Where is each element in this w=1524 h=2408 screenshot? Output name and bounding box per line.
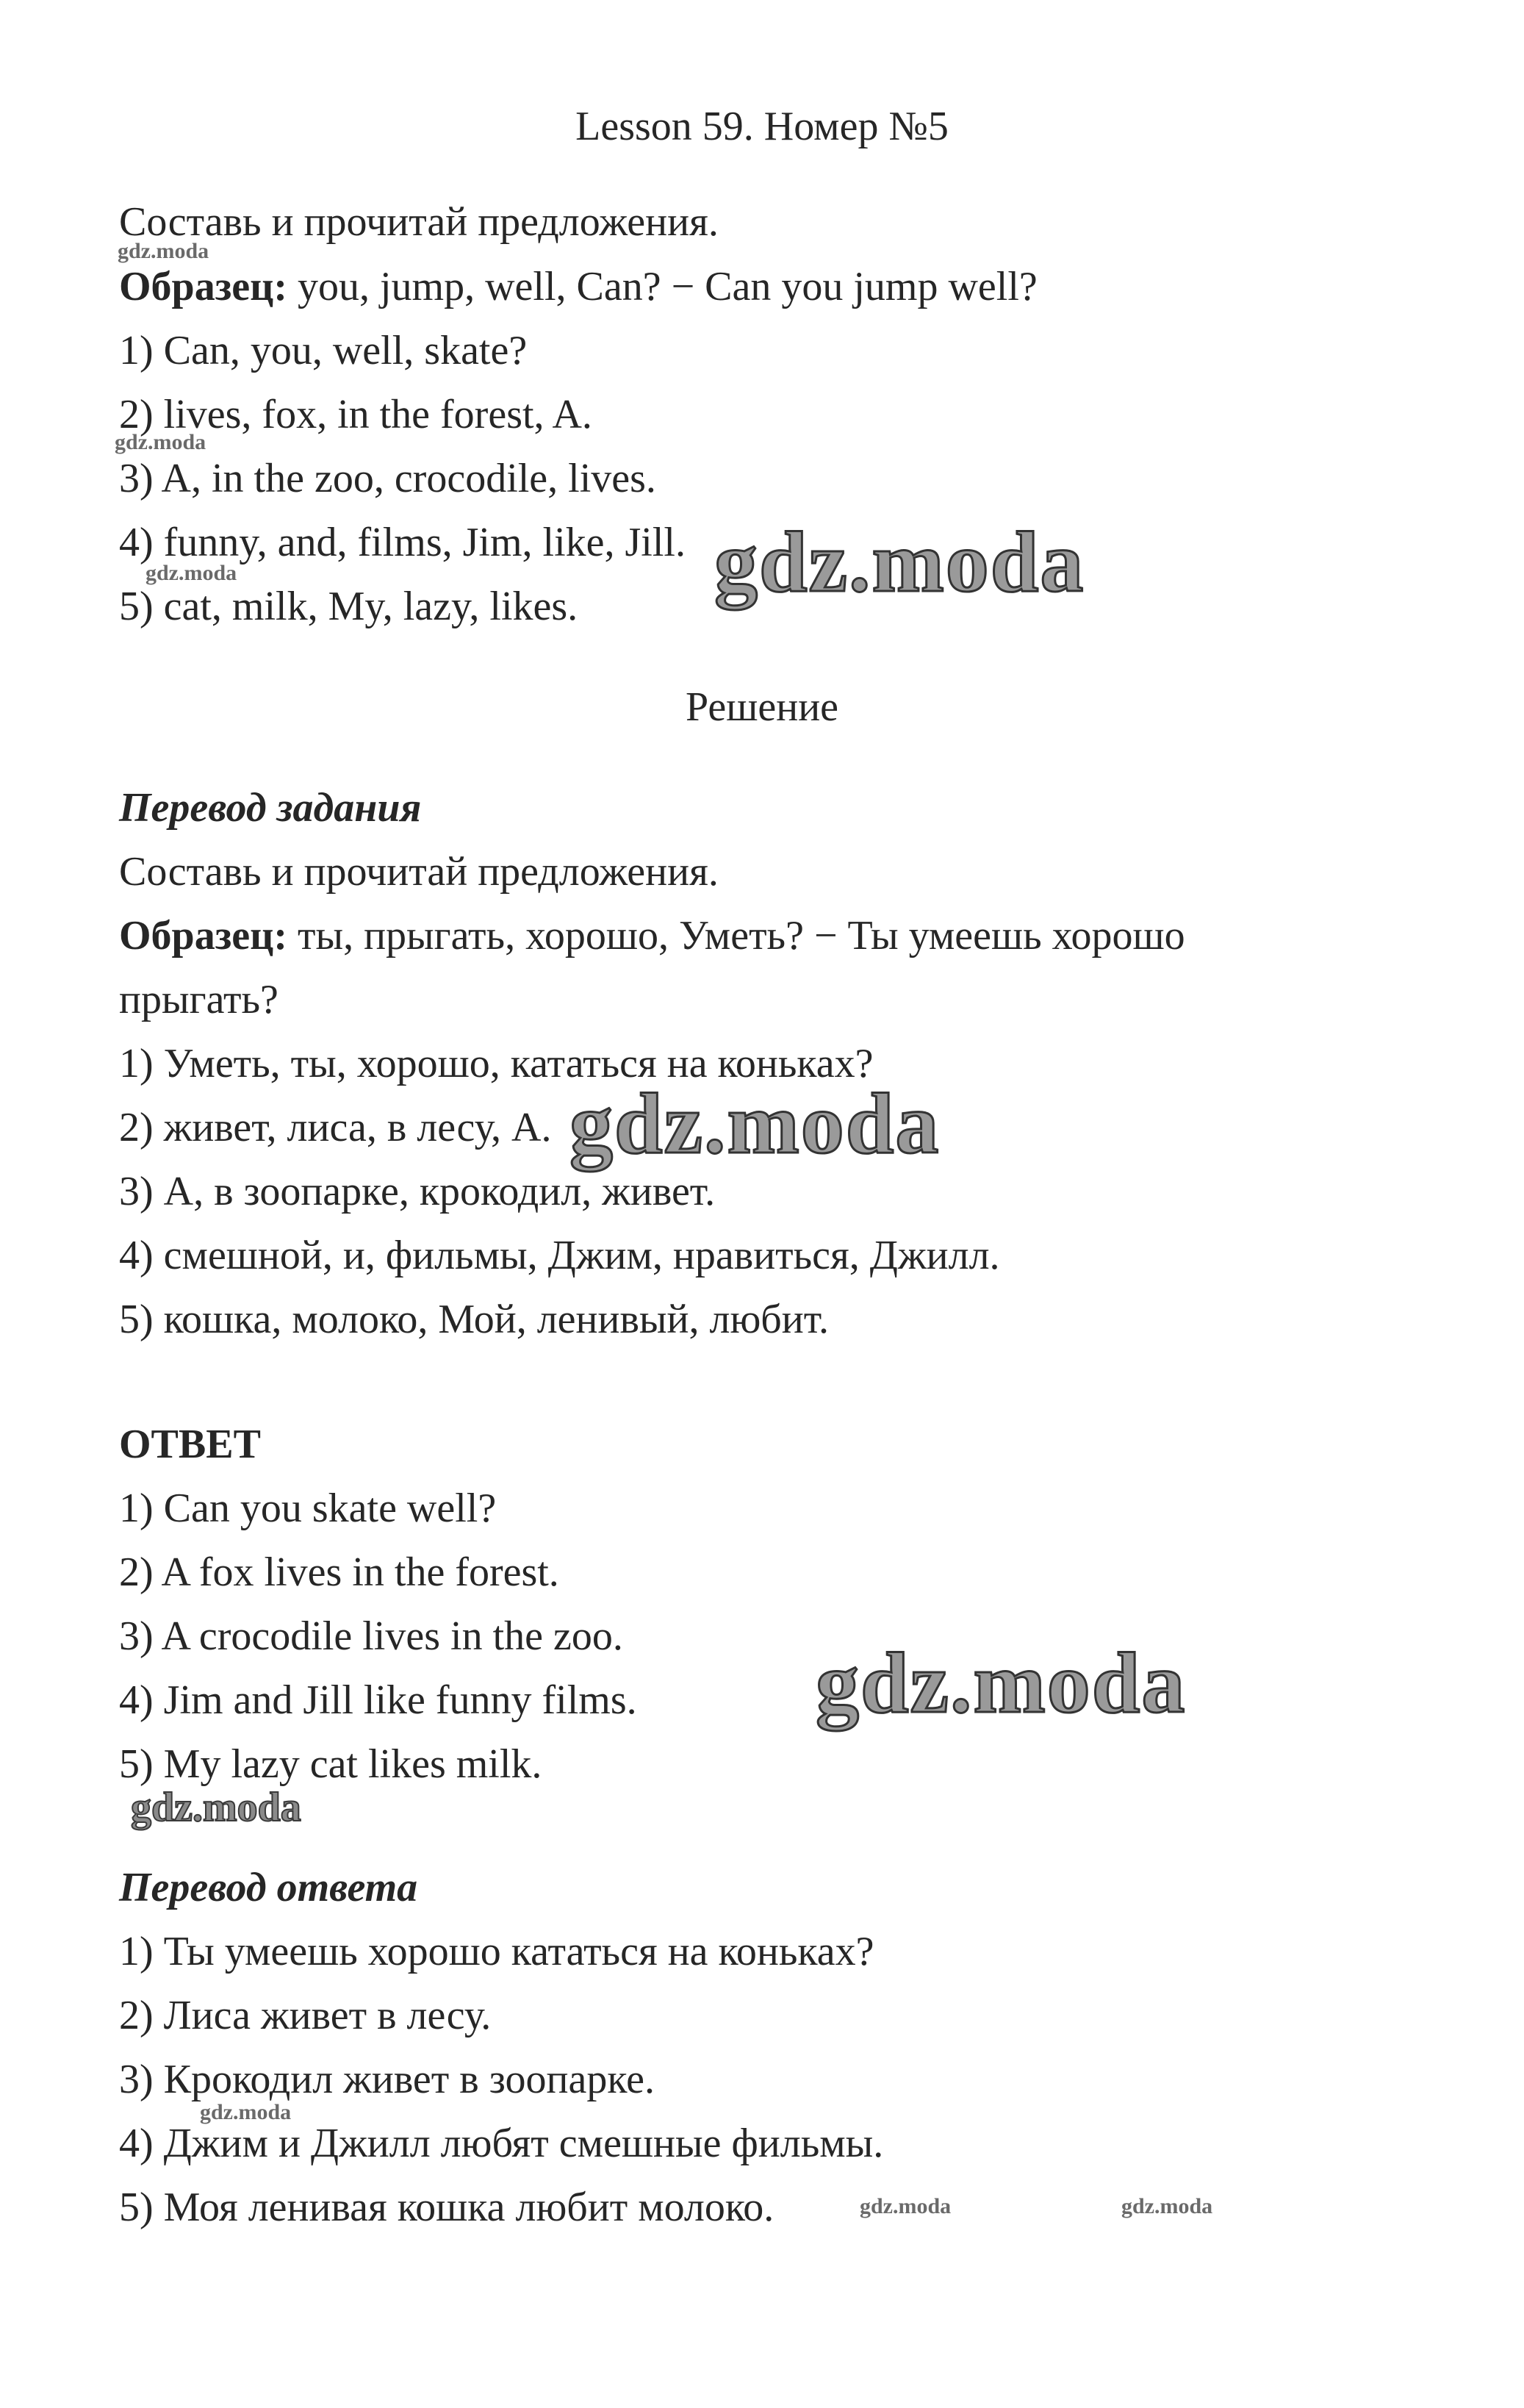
watermark: gdz.moda [1121,2194,1213,2218]
task-translation-item-1: 1) Уметь, ты, хорошо, кататься на коньках? [119,1041,874,1086]
answer-item-3: 3) A crocodile lives in the zoo. [119,1613,623,1659]
solution-heading: Решение [685,684,839,730]
task-translation-item-2: 2) живет, лиса, в лесу, А. [119,1105,552,1150]
task-translation-item-3: 3) А, в зоопарке, крокодил, живет. [119,1169,716,1214]
example-text: you, jump, well, Can? − Can you jump well? [287,264,1038,309]
task-item-2: 2) lives, fox, in the forest, A. [119,392,592,437]
answer-item-4: 4) Jim and Jill like funny films. [119,1677,637,1723]
watermark: gdz.moda [860,2194,952,2218]
watermark: gdz.moda [115,430,206,454]
answer-item-2: 2) A fox lives in the forest. [119,1549,559,1595]
translation-example-text: ты, прыгать, хорошо, Уметь? − Ты умеешь хорошо [287,913,1185,958]
page-title: Lesson 59. Номер №5 [575,104,949,149]
watermark: gdz.moda [714,514,1085,610]
answer-translation-item-4: 4) Джим и Джилл любят смешные фильмы. [119,2121,884,2166]
example-label: Образец: [119,264,287,309]
answer-translation-item-1: 1) Ты умеешь хорошо кататься на коньках? [119,1929,874,1974]
watermark: gdz.moda [816,1635,1187,1731]
task-translation-heading: Перевод задания [119,785,422,831]
answer-heading: ОТВЕТ [119,1422,261,1467]
task-translation-example-cont: прыгать? [119,977,278,1022]
answer-item-1: 1) Can you skate well? [119,1486,497,1531]
task-item-4: 4) funny, and, films, Jim, like, Jill. [119,520,686,565]
translation-example-label: Образец: [119,913,287,958]
task-item-3: 3) A, in the zoo, crocodile, lives. [119,456,656,501]
answer-translation-heading: Перевод ответа [119,1865,418,1910]
task-item-1: 1) Can, you, well, skate? [119,328,528,373]
task-translation-example [119,912,1185,959]
task-example [119,263,1038,310]
answer-translation-item-2: 2) Лиса живет в лесу. [119,1993,492,2038]
watermark: gdz.moda [145,561,237,585]
watermark: gdz.moda [569,1075,941,1172]
task-item-5: 5) cat, milk, My, lazy, likes. [119,584,578,629]
answer-translation-item-5: 5) Моя ленивая кошка любит молоко. [119,2185,774,2230]
task-translation-instruction: Составь и прочитай предложения. [119,849,719,895]
watermark: gdz.moda [118,239,209,263]
watermark: gdz.moda [200,2100,292,2124]
answer-translation-item-3: 3) Крокодил живет в зоопарке. [119,2057,655,2102]
watermark: gdz.moda [131,1785,301,1830]
task-translation-item-4: 4) смешной, и, фильмы, Джим, нравиться, Джилл. [119,1233,1000,1278]
task-translation-item-5: 5) кошка, молоко, Мой, ленивый, любит. [119,1297,829,1342]
task-instruction: Составь и прочитай предложения. [119,199,719,245]
answer-item-5: 5) My lazy cat likes milk. [119,1741,542,1787]
